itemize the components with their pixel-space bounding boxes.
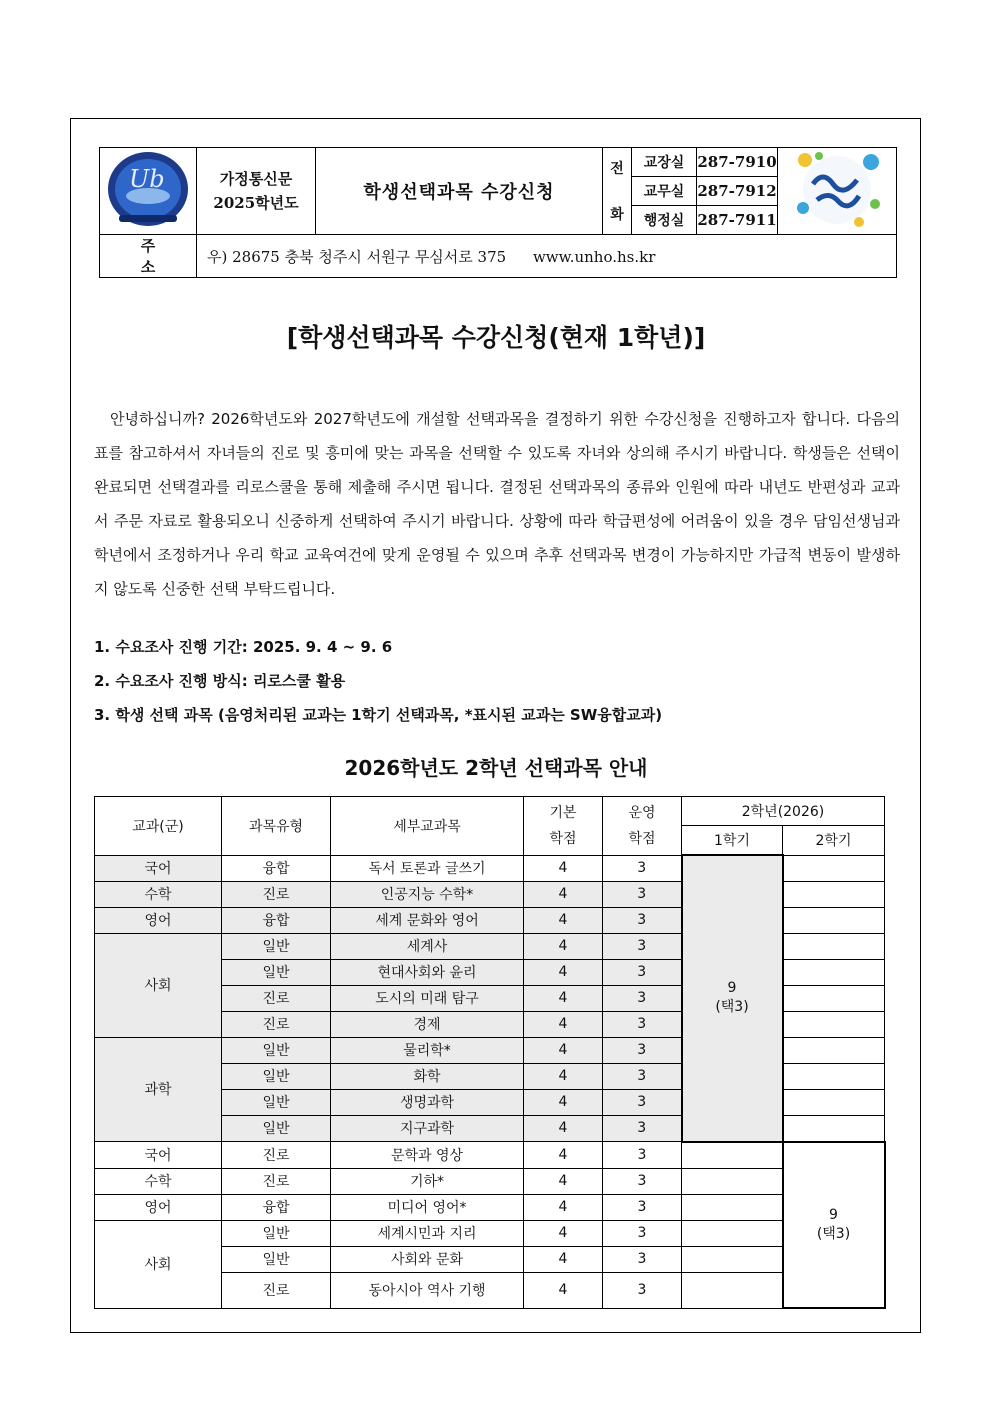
cell-group: 영어 [95,907,222,933]
header-type: 과목유형 [222,797,331,856]
header-subject-group: 교과(군) [95,797,222,856]
address: 우) 28675 충북 청주시 서원구 무심서로 375 [207,247,507,266]
cell-op: 3 [603,959,682,985]
cell-op: 3 [603,881,682,907]
cell-base: 4 [524,1168,603,1194]
cell-group: 수학 [95,1168,222,1194]
cell-course: 세계사 [331,933,524,959]
table-row [95,1142,885,1169]
cell-op: 3 [603,907,682,933]
info-list [94,630,662,732]
cell-course: 세계 문화와 영어 [331,907,524,933]
cell-type: 일반 [222,1246,331,1272]
newsletter-type: 가정통신문 [219,170,293,188]
cell-type: 일반 [222,959,331,985]
cell-sem2 [783,959,885,985]
address-row [197,235,897,278]
sem2-choice: (택3) [816,1225,851,1242]
table-title: 2026학년도 2학년 선택과목 안내 [344,756,648,780]
svg-text:Ub: Ub [129,165,165,193]
cell-type: 융합 [222,1194,331,1220]
cell-base: 4 [524,1037,603,1063]
slogan-logo [778,148,897,235]
school-logo [100,148,197,235]
header-base-credit: 기본 학점 [524,797,603,856]
cell-type: 일반 [222,1115,331,1142]
cell-course: 독서 토론과 글쓰기 [331,855,524,881]
cell-sem2 [783,1089,885,1115]
phone-number: 287-7910 [697,148,778,177]
sem2-total [783,1142,885,1309]
tel-char-2: 화 [610,207,624,223]
cell-course: 사회와 문화 [331,1246,524,1272]
cell-type: 진로 [222,881,331,907]
cell-type: 진로 [222,1272,331,1308]
cell-type: 진로 [222,1142,331,1169]
cell-sem1 [682,1246,783,1272]
cell-base: 4 [524,907,603,933]
cell-course: 화학 [331,1063,524,1089]
school-emblem-icon [105,149,191,229]
cell-group: 영어 [95,1194,222,1220]
cell-base: 4 [524,1011,603,1037]
cell-type: 진로 [222,985,331,1011]
website: www.unho.hs.kr [532,247,656,266]
phone-label: 교장실 [632,148,697,177]
cell-op: 3 [603,1115,682,1142]
tel-char-1: 전 [610,161,624,177]
phone-label: 교무실 [632,177,697,206]
newsletter-label [197,148,316,235]
cell-type: 일반 [222,1037,331,1063]
cell-type: 융합 [222,855,331,881]
cell-base: 4 [524,1115,603,1142]
cell-sem2 [783,1011,885,1037]
intro-paragraph [94,402,900,606]
cell-sem1 [682,1272,783,1308]
cell-base: 4 [524,1063,603,1089]
header-sem2: 2학기 [783,826,885,856]
cell-base: 4 [524,881,603,907]
cell-op: 3 [603,1089,682,1115]
cell-course: 물리학* [331,1037,524,1063]
cell-group: 국어 [95,855,222,881]
cell-sem2 [783,1115,885,1142]
header-course: 세부교과목 [331,797,524,856]
slogan-emblem-icon [791,148,883,230]
cell-course: 현대사회와 윤리 [331,959,524,985]
cell-base: 4 [524,933,603,959]
cell-base: 4 [524,985,603,1011]
header-sem1: 1학기 [682,826,783,856]
cell-sem1 [682,1142,783,1169]
cell-type: 융합 [222,907,331,933]
cell-op: 3 [603,1246,682,1272]
cell-group: 사회 [95,1220,222,1308]
cell-sem2 [783,907,885,933]
phone-number: 287-7912 [697,177,778,206]
cell-group: 과학 [95,1037,222,1142]
cell-course: 도시의 미래 탐구 [331,985,524,1011]
cell-course: 지구과학 [331,1115,524,1142]
cell-course: 경제 [331,1011,524,1037]
cell-course: 문학과 영상 [331,1142,524,1169]
cell-base: 4 [524,1142,603,1169]
cell-course: 세계시민과 지리 [331,1220,524,1246]
letter-header [99,147,897,278]
cell-course: 인공지능 수학* [331,881,524,907]
cell-sem2 [783,855,885,881]
table-row [95,855,885,881]
cell-op: 3 [603,1063,682,1089]
cell-op: 3 [603,933,682,959]
cell-op: 3 [603,1142,682,1169]
cell-type: 진로 [222,1011,331,1037]
cell-base: 4 [524,959,603,985]
cell-base: 4 [524,1220,603,1246]
cell-base: 4 [524,1089,603,1115]
phone-number: 287-7911 [697,206,778,235]
list-item: 1. 수요조사 진행 기간: 2025. 9. 4 ~ 9. 6 [94,638,393,656]
cell-base: 4 [524,1194,603,1220]
cell-sem2 [783,933,885,959]
cell-op: 3 [603,1168,682,1194]
cell-op: 3 [603,1011,682,1037]
cell-type: 진로 [222,1168,331,1194]
main-title: [학생선택과목 수강신청(현재 1학년)] [286,323,706,352]
doc-title: 학생선택과목 수강신청 [316,148,603,235]
cell-sem2 [783,881,885,907]
sem1-total [682,855,783,1142]
table-row [95,1220,885,1246]
cell-op: 3 [603,985,682,1011]
cell-base: 4 [524,1246,603,1272]
sem1-choice: (택3) [715,999,749,1016]
address-label: 주 소 [100,235,197,278]
cell-sem2 [783,1037,885,1063]
list-item: 2. 수요조사 진행 방식: 리로스쿨 활용 [94,672,346,690]
header-op-credit: 운영 학점 [603,797,682,856]
cell-sem1 [682,1194,783,1220]
school-year: 2025학년도 [213,194,299,212]
cell-sem1 [682,1220,783,1246]
cell-sem2 [783,985,885,1011]
cell-op: 3 [603,1194,682,1220]
cell-base: 4 [524,855,603,881]
cell-type: 일반 [222,1063,331,1089]
cell-base: 4 [524,1272,603,1308]
list-item: 3. 학생 선택 과목 (음영처리된 교과는 1학기 선택과목, *표시된 교과는 SW융합교과) [94,706,663,724]
intro-text: 안녕하십니까? 2026학년도와 2027학년도에 개설할 선택과목을 결정하기 위한 수강신청을 진행하고자 합니다. 다음의 표를 참고하셔서 자녀들의 진로 및 흥미에 맞는 과목을 선택할 수 있도록 자녀와 상의해 주시기 바랍니다. 학생들은 선택이 완료되면 선택결과를 리로스쿨을 통해 제출해 주시면 됩니다. 결정된 선택과목의 종류와 인원에 따라 내년도 반편성과 교과서 주문 자료로 활용되오니 신중하게 선택하여 주시기 바랍니다. 상황에 따라 학급편성에 어려움이 있을 경우 담임선생님과 학년에서 조정하거나 우리 학교 교육여건에 맞게 운영될 수 있으며 추후 선택과목 변경이 가능하지만 가급적 변동이 발생하지 않도록 신중한 선택 부탁드립니다. [94,410,900,598]
sem1-total-value: 9 [727,980,737,997]
cell-op: 3 [603,1272,682,1308]
cell-op: 3 [603,855,682,881]
cell-group: 사회 [95,933,222,1037]
phone-label: 행정실 [632,206,697,235]
sem2-total-value: 9 [829,1206,838,1223]
table-row [95,1168,885,1194]
cell-type: 일반 [222,1089,331,1115]
cell-course: 기하* [331,1168,524,1194]
cell-course: 생명과학 [331,1089,524,1115]
header-grade: 2학년(2026) [682,797,885,826]
cell-group: 수학 [95,881,222,907]
cell-type: 일반 [222,933,331,959]
cell-course: 동아시아 역사 기행 [331,1272,524,1308]
cell-sem2 [783,1063,885,1089]
cell-sem1 [682,1168,783,1194]
cell-op: 3 [603,1220,682,1246]
tel-label [603,148,632,235]
cell-type: 일반 [222,1220,331,1246]
course-table [94,796,886,1309]
cell-group: 국어 [95,1142,222,1169]
cell-course: 미디어 영어* [331,1194,524,1220]
cell-op: 3 [603,1037,682,1063]
table-row [95,1194,885,1220]
